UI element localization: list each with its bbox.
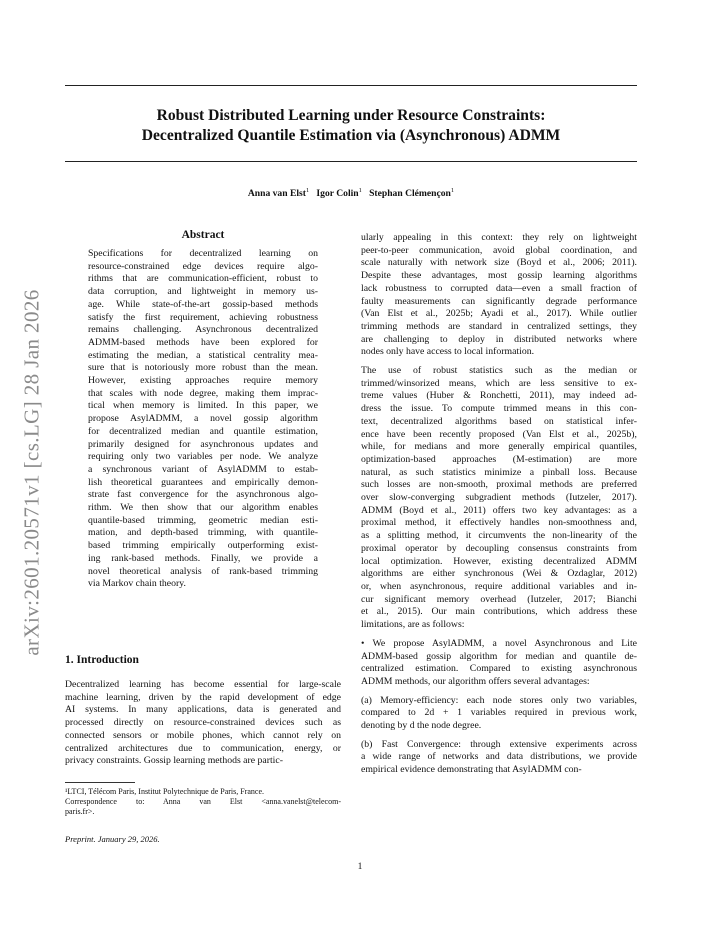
text-line: (b) Fast Convergence: through extensive experiments across bbox=[361, 738, 637, 750]
paragraph bbox=[361, 739, 637, 777]
text-line: text, decentralized algorithms based on statistical infer- bbox=[361, 415, 637, 427]
author-name: Anna van Elst bbox=[247, 188, 306, 200]
title-top-rule bbox=[65, 85, 637, 86]
footnote-line: paris.fr>. bbox=[65, 807, 95, 816]
footnote-line: ¹LTCI, Télécom Paris, Institut Polytechnique de Paris, France. bbox=[65, 787, 265, 796]
abstract-heading: Abstract bbox=[181, 229, 225, 241]
text-line: treme values (Huber & Ronchetti, 2011), may indeed ad- bbox=[361, 390, 637, 402]
title-line-1: Robust Distributed Learning under Resource Constraints: bbox=[156, 107, 546, 124]
text-line: that scales with node degree, making them imprac- bbox=[88, 387, 318, 399]
text-line: data corruption, and lightweight in memory us- bbox=[88, 286, 318, 298]
text-line: privacy constraints. Gossip learning methods are partic- bbox=[65, 755, 283, 767]
text-line: quantile-based trimming, geometric median esti- bbox=[88, 514, 318, 526]
text-line: ularly appealing in this context: they rely on lightweight bbox=[361, 232, 637, 243]
author-affiliation: 1 bbox=[358, 187, 362, 194]
text-line: sure that is notoriously more robust than the mean. bbox=[88, 362, 318, 374]
text-line: age. While state-of-the-art gossip-based methods bbox=[88, 298, 318, 310]
text-line: estimating the median, a statistical centrality mea- bbox=[88, 349, 318, 361]
right-column-body bbox=[361, 232, 637, 777]
text-line: while, for medians and more generally empirical quantiles, bbox=[361, 441, 637, 453]
text-line: • We propose AsylADMM, a novel Asynchronous and Lite bbox=[361, 637, 637, 649]
text-line: natural, as such statistics minimize a pinball loss. Because bbox=[361, 466, 637, 478]
text-line: ADMM (Boyd et al., 2011) offers two key advantages: as a bbox=[361, 504, 637, 516]
text-line: empirical evidence demonstrating that AsylADMM con- bbox=[361, 764, 582, 776]
text-line: nodes only have access to local information. bbox=[361, 346, 535, 358]
paragraph bbox=[361, 365, 637, 632]
text-line: et al., 2015). Our main contributions, which address these bbox=[361, 606, 637, 618]
author-name: Igor Colin bbox=[316, 188, 359, 200]
text-line: optimization-based approaches (M-estimation) are more bbox=[361, 453, 637, 465]
text-line: propose AsylADMM, a novel gossip algorithm bbox=[88, 413, 318, 425]
paper-title bbox=[65, 106, 637, 146]
text-line: local optimization. However, existing decentralized ADMM bbox=[361, 555, 637, 567]
text-line: lack robustness to corrupted data—even a small fraction of bbox=[361, 282, 637, 294]
text-line: centralized architectures due to communication, energy, or bbox=[65, 742, 341, 754]
text-line: as a splitting method, it circumvents the non-linearity of the bbox=[361, 530, 637, 542]
arxiv-identifier: arXiv:2601.20571v1 [cs.LG] 28 Jan 2026 bbox=[19, 288, 44, 656]
text-line: ADMM-based gossip algorithm for median and quantile de- bbox=[361, 650, 637, 662]
introduction-body bbox=[65, 679, 341, 768]
text-line: Specifications for decentralized learning on bbox=[88, 248, 318, 259]
text-line: primarily designed for asynchronous updates and bbox=[88, 438, 318, 450]
text-line: are challenging to deploy in distributed networks where bbox=[361, 333, 637, 345]
text-line: limitations, are as follows: bbox=[361, 619, 465, 631]
text-line: (Van Elst et al., 2025b; Ayadi et al., 2017). While outlier bbox=[361, 308, 637, 320]
text-line: rithms that are communication-efficient, robust to bbox=[88, 273, 318, 285]
text-line: based trimming empirically outperforming exist- bbox=[88, 540, 318, 552]
text-line: scale naturally with network size (Boyd et al., 2006; 2011). bbox=[361, 257, 637, 269]
author-affiliation: 1 bbox=[305, 187, 310, 194]
text-line: a wide range of networks and data distributions, we provide bbox=[361, 751, 637, 763]
text-line: proximal method, it effectively handles non-smoothness and, bbox=[361, 517, 637, 529]
text-line: such losses are non-smooth, proximal methods are preferred bbox=[361, 479, 637, 491]
paragraph bbox=[361, 695, 637, 733]
text-line: resource-constrained edge devices require algo- bbox=[88, 260, 318, 272]
title-bottom-rule bbox=[65, 161, 637, 162]
text-line: via Markov chain theory. bbox=[88, 578, 186, 590]
footnote-line: Correspondence to: Anna van Elst <anna.vanelst@telecom- bbox=[65, 797, 341, 806]
text-line: proximal operator by decoupling consensus constraints from bbox=[361, 542, 637, 554]
section-heading-introduction: 1. Introduction bbox=[65, 654, 139, 666]
text-line: over slow-converging subgradient methods (Iutzeler, 2017). bbox=[361, 492, 637, 504]
text-line: algorithms are either synchronous (Wei & Ozdaglar, 2012) bbox=[361, 568, 637, 580]
text-line: ADMM-based methods have been explored for bbox=[88, 336, 318, 348]
text-line: a synchronous variant of AsylADMM to estab- bbox=[88, 463, 318, 475]
text-line: ing rank-based methods. Finally, we provide a bbox=[88, 552, 318, 564]
text-line: processed directly on resource-constrained devices such as bbox=[65, 717, 341, 729]
text-line: The use of robust statistics such as the median or bbox=[361, 365, 637, 377]
abstract-body bbox=[88, 248, 318, 591]
text-line: novel theoretical analysis of rank-based trimming bbox=[88, 565, 318, 577]
text-line: cur significant memory overhead (Iutzeler, 2017; Bianchi bbox=[361, 593, 637, 605]
text-line: tical when memory is limited. In this paper, we bbox=[88, 400, 318, 412]
text-line: trimming methods are standard in centralized settings, they bbox=[361, 320, 637, 332]
text-line: dress the issue. To compute trimmed means in this con- bbox=[361, 403, 637, 415]
title-line-2: Decentralized Quantile Estimation via (Asynchronous) ADMM bbox=[141, 127, 561, 144]
text-line: AI systems. In many applications, data is generated and bbox=[65, 704, 341, 716]
text-line: However, existing approaches require memory bbox=[88, 375, 318, 387]
text-line: remains challenging. Asynchronous decentralized bbox=[88, 324, 318, 336]
text-line: mation, and depth-based trimming, with quantile- bbox=[88, 527, 318, 539]
text-line: peer-to-peer communication, avoid global coordination, and bbox=[361, 244, 637, 256]
footnote bbox=[65, 787, 341, 817]
text-line: or, when asynchronous, require additional variables and in- bbox=[361, 580, 637, 592]
author-name: Stephan Clémençon bbox=[369, 188, 451, 200]
preprint-date: Preprint. January 29, 2026. bbox=[65, 834, 160, 844]
author-affiliation: 1 bbox=[450, 187, 455, 194]
text-line: ence have been recently proposed (Van Elst et al., 2025b), bbox=[361, 428, 637, 440]
text-line: ADMM methods, our algorithm offers several advantages: bbox=[361, 675, 590, 687]
text-line: strate fast convergence for the asynchronous algo- bbox=[88, 489, 318, 501]
text-line: requiring only two variables per node. We analyze bbox=[88, 451, 318, 463]
text-line: denoting by d the node degree. bbox=[361, 720, 482, 732]
text-line: satisfy the first requirement, achieving robustness bbox=[88, 311, 318, 323]
footnote-rule bbox=[65, 782, 135, 783]
text-line: centralized estimation. Compared to existing asynchronous bbox=[361, 663, 637, 675]
text-line: compared to 2d + 1 variables required in previous work, bbox=[361, 707, 637, 719]
text-line: Decentralized learning has become essential for large-scale bbox=[65, 679, 341, 690]
text-line: connected sensors or mobile phones, which cannot rely on bbox=[65, 729, 341, 741]
paragraph bbox=[361, 638, 637, 689]
text-line: for decentralized median and quantile estimation, bbox=[88, 425, 318, 437]
text-line: lish theoretical guarantees and empirically demon- bbox=[88, 476, 318, 488]
paragraph bbox=[361, 232, 637, 359]
text-line: machine learning, driven by the rapid development of edge bbox=[65, 691, 341, 703]
text-line: Despite these advantages, most gossip learning algorithms bbox=[361, 270, 637, 282]
text-line: rithm. We then show that our algorithm enables bbox=[88, 502, 318, 514]
text-line: (a) Memory-efficiency: each node stores only two variables, bbox=[361, 694, 637, 706]
page-number: 1 bbox=[357, 862, 363, 872]
author-list bbox=[65, 187, 637, 199]
text-line: faulty measurements can significantly degrade performance bbox=[361, 295, 637, 307]
text-line: trimmed/winsorized means, which are less sensitive to ex- bbox=[361, 377, 637, 389]
